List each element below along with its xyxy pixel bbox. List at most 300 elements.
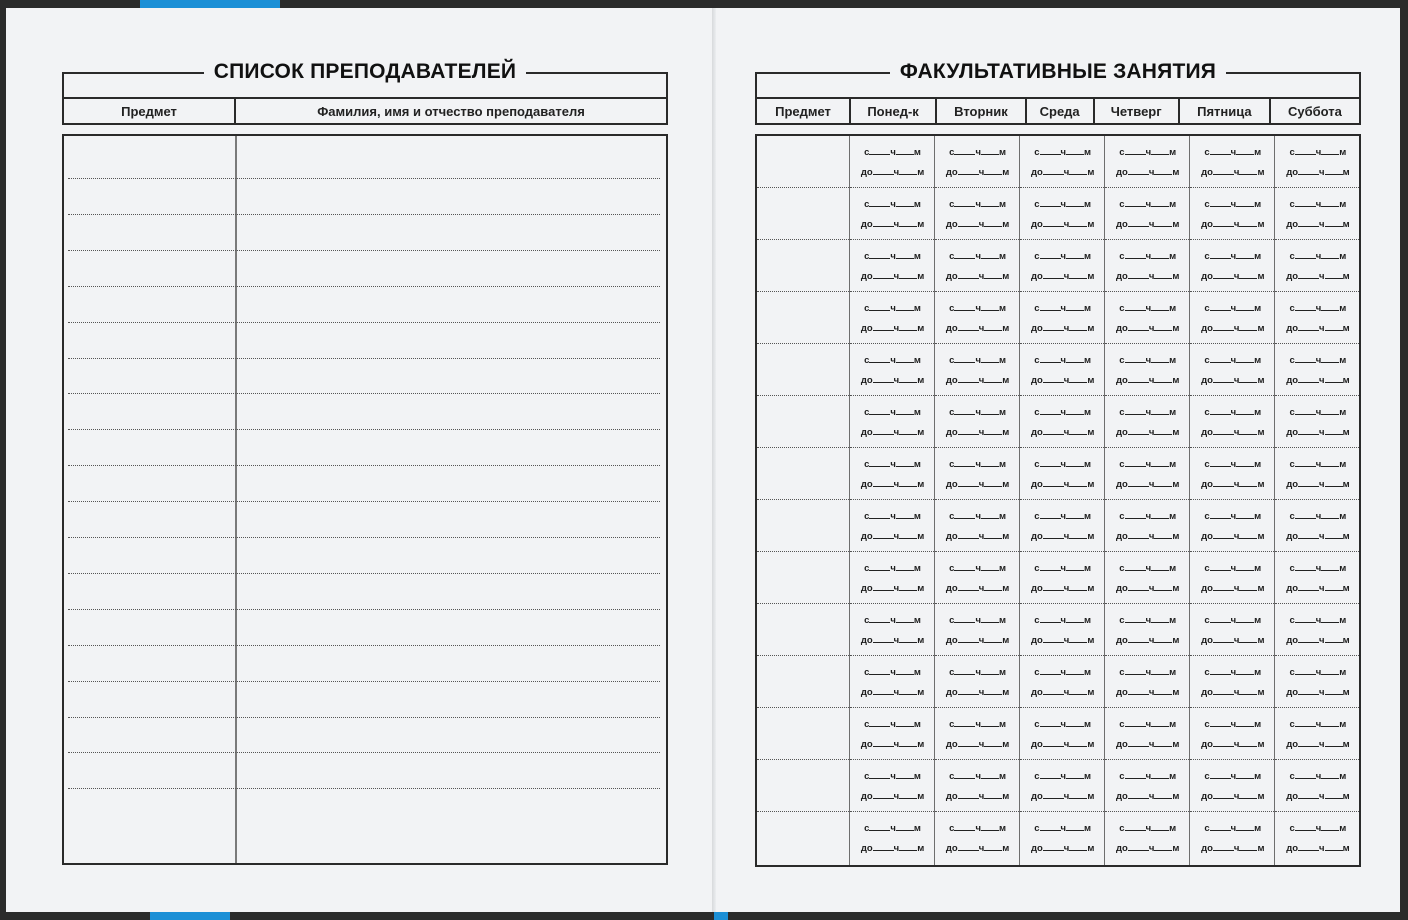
time-slot bbox=[1105, 344, 1189, 384]
time-to-line: до ч м bbox=[1116, 478, 1180, 490]
time-from-line: с ч м bbox=[1289, 147, 1347, 158]
time-slot-cell[interactable] bbox=[1274, 239, 1360, 291]
time-from-line: с ч м bbox=[1204, 510, 1262, 522]
time-slot bbox=[1190, 292, 1274, 332]
writing-line[interactable] bbox=[68, 573, 660, 574]
time-to-line: до ч м bbox=[945, 842, 1010, 854]
time-to-line: до ч м bbox=[1201, 790, 1265, 802]
time-slot-cell[interactable] bbox=[849, 499, 934, 551]
time-slot-cell[interactable] bbox=[934, 759, 1019, 811]
time-slot bbox=[935, 812, 1019, 852]
time-to-line: до ч м bbox=[1201, 426, 1265, 438]
time-slot-cell[interactable] bbox=[1104, 655, 1189, 707]
time-to-line: до ч м bbox=[1116, 530, 1180, 542]
time-slot-cell[interactable] bbox=[849, 135, 934, 187]
time-to-line: до ч м bbox=[1116, 582, 1180, 594]
time-from-line: с ч м bbox=[1034, 250, 1092, 262]
time-slot-cell[interactable] bbox=[1189, 135, 1274, 187]
elective-subject-cell[interactable] bbox=[756, 811, 849, 866]
time-to-line: до ч м bbox=[1116, 374, 1180, 386]
teachers-list-title: СПИСОК ПРЕПОДАВАТЕЛЕЙ bbox=[204, 60, 526, 83]
time-from-line: с ч м bbox=[1034, 147, 1092, 158]
time-from-line: с ч м bbox=[1034, 458, 1092, 470]
time-to-line: до ч м bbox=[1201, 842, 1265, 854]
time-from-line: с ч м bbox=[1119, 198, 1177, 210]
time-to-line: до ч м bbox=[1030, 322, 1095, 334]
writing-line[interactable] bbox=[68, 358, 660, 359]
writing-line[interactable] bbox=[68, 717, 660, 718]
time-from-line: с ч м bbox=[1289, 666, 1347, 678]
time-slot-cell[interactable] bbox=[849, 343, 934, 395]
time-slot-cell[interactable] bbox=[1019, 187, 1104, 239]
time-slot bbox=[850, 656, 934, 696]
elective-subject-cell[interactable] bbox=[756, 707, 849, 759]
time-to-line: до ч м bbox=[1030, 686, 1095, 698]
time-slot-cell[interactable] bbox=[1104, 551, 1189, 603]
time-slot bbox=[850, 188, 934, 228]
writing-line[interactable] bbox=[68, 501, 660, 502]
teachers-header bbox=[62, 97, 668, 125]
time-slot-cell[interactable] bbox=[1274, 447, 1360, 499]
time-from-line: с ч м bbox=[1119, 302, 1177, 314]
column-subject: Предмет bbox=[756, 98, 850, 124]
time-slot-cell[interactable] bbox=[1274, 291, 1360, 343]
time-slot bbox=[850, 396, 934, 436]
writing-line[interactable] bbox=[68, 752, 660, 753]
time-to-line: до ч м bbox=[860, 790, 925, 802]
elective-row bbox=[756, 551, 1360, 603]
time-slot-cell[interactable] bbox=[849, 291, 934, 343]
time-to-line: до ч м bbox=[1030, 842, 1095, 854]
elective-subject-cell[interactable] bbox=[756, 447, 849, 499]
time-from-line: с ч м bbox=[1034, 510, 1092, 522]
elective-subject-cell[interactable] bbox=[756, 551, 849, 603]
elective-row bbox=[756, 811, 1360, 866]
elective-subject-cell[interactable] bbox=[756, 135, 849, 187]
time-from-line: с ч м bbox=[864, 666, 921, 678]
time-to-line: до ч м bbox=[1030, 790, 1095, 802]
time-slot bbox=[1190, 708, 1274, 748]
time-slot-cell[interactable] bbox=[1019, 395, 1104, 447]
time-from-line: с ч м bbox=[1204, 302, 1262, 314]
time-slot-cell[interactable] bbox=[934, 603, 1019, 655]
cover-accent-bottom bbox=[150, 912, 230, 920]
time-slot-cell[interactable] bbox=[849, 603, 934, 655]
time-to-line: до ч м bbox=[860, 322, 925, 334]
time-slot-cell[interactable] bbox=[849, 395, 934, 447]
time-slot bbox=[1020, 188, 1104, 228]
time-slot bbox=[1020, 344, 1104, 384]
time-from-line: с ч м bbox=[1204, 666, 1262, 678]
time-slot bbox=[850, 552, 934, 592]
time-slot-cell[interactable] bbox=[1189, 551, 1274, 603]
time-to-line: до ч м bbox=[1116, 790, 1180, 802]
time-to-line: до ч м bbox=[1116, 634, 1180, 646]
time-from-line: с ч м bbox=[1204, 770, 1262, 782]
time-slot-cell[interactable] bbox=[1189, 447, 1274, 499]
time-to-line: до ч м bbox=[1030, 738, 1095, 750]
time-slot-cell[interactable] bbox=[1104, 239, 1189, 291]
time-slot-cell[interactable] bbox=[1189, 343, 1274, 395]
time-to-line: до ч м bbox=[1116, 270, 1180, 282]
time-slot-cell[interactable] bbox=[1019, 603, 1104, 655]
time-from-line: с ч м bbox=[1034, 718, 1092, 730]
time-slot-cell[interactable] bbox=[849, 759, 934, 811]
time-slot bbox=[850, 292, 934, 332]
time-to-line: до ч м bbox=[1201, 218, 1265, 230]
time-slot-cell[interactable] bbox=[934, 551, 1019, 603]
writing-line[interactable] bbox=[68, 250, 660, 251]
time-to-line: до ч м bbox=[945, 738, 1010, 750]
time-slot-cell[interactable] bbox=[849, 447, 934, 499]
writing-line[interactable] bbox=[68, 393, 660, 394]
time-slot bbox=[1190, 552, 1274, 592]
time-from-line: с ч м bbox=[1204, 718, 1262, 730]
time-slot-cell[interactable] bbox=[1019, 447, 1104, 499]
elective-subject-cell[interactable] bbox=[756, 187, 849, 239]
column-thursday: Четверг bbox=[1094, 98, 1179, 124]
time-slot-cell[interactable] bbox=[934, 135, 1019, 187]
time-slot bbox=[850, 448, 934, 488]
time-slot-cell[interactable] bbox=[1274, 603, 1360, 655]
time-slot bbox=[935, 240, 1019, 280]
time-to-line: до ч м bbox=[1286, 582, 1350, 594]
time-slot bbox=[850, 500, 934, 540]
time-to-line: до ч м bbox=[1201, 270, 1265, 282]
time-to-line: до ч м bbox=[860, 478, 925, 490]
writing-line[interactable] bbox=[68, 286, 660, 287]
time-slot bbox=[1105, 604, 1189, 644]
time-slot-cell[interactable] bbox=[1274, 811, 1360, 866]
time-slot-cell[interactable] bbox=[1019, 811, 1104, 866]
writing-line[interactable] bbox=[68, 788, 660, 789]
time-slot bbox=[1190, 188, 1274, 228]
writing-line[interactable] bbox=[68, 214, 660, 215]
time-from-line: с ч м bbox=[1119, 406, 1177, 418]
time-to-line: до ч м bbox=[1201, 478, 1265, 490]
elective-row bbox=[756, 395, 1360, 447]
writing-line[interactable] bbox=[68, 322, 660, 323]
time-slot bbox=[1105, 292, 1189, 332]
writing-line[interactable] bbox=[68, 645, 660, 646]
time-slot-cell[interactable] bbox=[1189, 239, 1274, 291]
time-from-line: с ч м bbox=[864, 718, 921, 730]
time-slot bbox=[935, 708, 1019, 748]
time-to-line: до ч м bbox=[1030, 374, 1095, 386]
time-slot bbox=[1190, 604, 1274, 644]
time-slot-cell[interactable] bbox=[934, 395, 1019, 447]
time-slot bbox=[1105, 448, 1189, 488]
elective-row bbox=[756, 343, 1360, 395]
time-slot-cell[interactable] bbox=[1104, 187, 1189, 239]
elective-row bbox=[756, 239, 1360, 291]
writing-line[interactable] bbox=[68, 537, 660, 538]
time-from-line: с ч м bbox=[1119, 510, 1177, 522]
time-to-line: до ч м bbox=[1286, 167, 1350, 178]
time-slot bbox=[1275, 656, 1359, 696]
time-slot bbox=[1275, 448, 1359, 488]
time-slot-cell[interactable] bbox=[1019, 239, 1104, 291]
time-slot-cell[interactable] bbox=[1274, 655, 1360, 707]
time-slot-cell[interactable] bbox=[849, 187, 934, 239]
time-slot bbox=[1020, 240, 1104, 280]
writing-line[interactable] bbox=[68, 465, 660, 466]
time-slot bbox=[1020, 552, 1104, 592]
time-from-line: с ч м bbox=[1119, 147, 1177, 158]
time-from-line: с ч м bbox=[1289, 354, 1347, 366]
time-from-line: с ч м bbox=[949, 198, 1007, 210]
time-slot bbox=[1275, 344, 1359, 384]
time-from-line: с ч м bbox=[1119, 718, 1177, 730]
time-slot-cell[interactable] bbox=[934, 343, 1019, 395]
time-slot bbox=[1275, 708, 1359, 748]
time-slot-cell[interactable] bbox=[1189, 811, 1274, 866]
time-to-line: до ч м bbox=[860, 634, 925, 646]
time-slot-cell[interactable] bbox=[849, 239, 934, 291]
time-slot-cell[interactable] bbox=[1274, 759, 1360, 811]
time-slot bbox=[1020, 448, 1104, 488]
time-slot-cell[interactable] bbox=[1274, 343, 1360, 395]
time-slot-cell[interactable] bbox=[934, 291, 1019, 343]
time-from-line: с ч м bbox=[1119, 458, 1177, 470]
time-slot-cell[interactable] bbox=[1019, 551, 1104, 603]
time-slot-cell[interactable] bbox=[1189, 603, 1274, 655]
time-slot-cell[interactable] bbox=[934, 811, 1019, 866]
time-slot bbox=[935, 500, 1019, 540]
time-slot-cell[interactable] bbox=[1019, 343, 1104, 395]
time-slot-cell[interactable] bbox=[1104, 499, 1189, 551]
time-slot bbox=[1105, 812, 1189, 852]
time-slot-cell[interactable] bbox=[849, 551, 934, 603]
time-to-line: до ч м bbox=[1030, 426, 1095, 438]
time-to-line: до ч м bbox=[1286, 270, 1350, 282]
time-slot-cell[interactable] bbox=[1274, 187, 1360, 239]
time-to-line: до ч м bbox=[945, 218, 1010, 230]
writing-line[interactable] bbox=[68, 609, 660, 610]
time-from-line: с ч м bbox=[1289, 198, 1347, 210]
elective-row bbox=[756, 603, 1360, 655]
time-from-line: с ч м bbox=[1204, 198, 1262, 210]
time-to-line: до ч м bbox=[945, 270, 1010, 282]
time-slot-cell[interactable] bbox=[934, 187, 1019, 239]
time-slot bbox=[935, 448, 1019, 488]
elective-subject-cell[interactable] bbox=[756, 759, 849, 811]
time-from-line: с ч м bbox=[1034, 770, 1092, 782]
time-slot-cell[interactable] bbox=[1189, 707, 1274, 759]
time-from-line: с ч м bbox=[949, 250, 1007, 262]
time-slot-cell[interactable] bbox=[1189, 187, 1274, 239]
time-slot-cell[interactable] bbox=[934, 707, 1019, 759]
time-slot bbox=[935, 136, 1019, 176]
time-to-line: до ч м bbox=[945, 530, 1010, 542]
elective-row bbox=[756, 135, 1360, 187]
time-slot bbox=[1105, 188, 1189, 228]
time-slot-cell[interactable] bbox=[1019, 135, 1104, 187]
time-slot bbox=[1190, 396, 1274, 436]
time-to-line: до ч м bbox=[945, 374, 1010, 386]
time-to-line: до ч м bbox=[1030, 634, 1095, 646]
time-from-line: с ч м bbox=[1204, 614, 1262, 626]
time-from-line: с ч м bbox=[1289, 250, 1347, 262]
time-from-line: с ч м bbox=[864, 510, 921, 522]
time-from-line: с ч м bbox=[864, 302, 921, 314]
column-subject: Предмет bbox=[63, 98, 235, 124]
time-from-line: с ч м bbox=[1289, 406, 1347, 418]
time-slot-cell[interactable] bbox=[1104, 395, 1189, 447]
time-to-line: до ч м bbox=[1201, 582, 1265, 594]
time-from-line: с ч м bbox=[1204, 562, 1262, 574]
time-slot-cell[interactable] bbox=[1274, 135, 1360, 187]
time-slot-cell[interactable] bbox=[1104, 603, 1189, 655]
time-to-line: до ч м bbox=[1030, 167, 1095, 178]
time-slot bbox=[935, 292, 1019, 332]
time-to-line: до ч м bbox=[1116, 167, 1180, 178]
elective-subject-cell[interactable] bbox=[756, 655, 849, 707]
time-slot-cell[interactable] bbox=[1019, 655, 1104, 707]
time-from-line: с ч м bbox=[949, 302, 1007, 314]
time-from-line: с ч м bbox=[949, 406, 1007, 418]
time-slot-cell[interactable] bbox=[1104, 447, 1189, 499]
time-slot-cell[interactable] bbox=[1019, 759, 1104, 811]
column-divider bbox=[235, 136, 237, 863]
time-from-line: с ч м bbox=[1034, 562, 1092, 574]
elective-subject-cell[interactable] bbox=[756, 395, 849, 447]
time-slot-cell[interactable] bbox=[1189, 291, 1274, 343]
time-to-line: до ч м bbox=[1286, 322, 1350, 334]
electives-title-frame bbox=[755, 60, 1361, 98]
electives-title: ФАКУЛЬТАТИВНЫЕ ЗАНЯТИЯ bbox=[890, 60, 1226, 83]
time-slot-cell[interactable] bbox=[1104, 811, 1189, 866]
writing-line[interactable] bbox=[68, 429, 660, 430]
time-slot bbox=[1105, 656, 1189, 696]
time-to-line: до ч м bbox=[1286, 790, 1350, 802]
time-from-line: с ч м bbox=[1034, 198, 1092, 210]
time-slot-cell[interactable] bbox=[849, 707, 934, 759]
time-slot bbox=[850, 604, 934, 644]
time-to-line: до ч м bbox=[860, 530, 925, 542]
time-to-line: до ч м bbox=[860, 167, 925, 178]
time-slot-cell[interactable] bbox=[1274, 551, 1360, 603]
time-slot bbox=[1275, 240, 1359, 280]
time-slot-cell[interactable] bbox=[1274, 499, 1360, 551]
time-slot bbox=[1190, 344, 1274, 384]
time-slot-cell[interactable] bbox=[934, 239, 1019, 291]
time-slot-cell[interactable] bbox=[1019, 291, 1104, 343]
time-to-line: до ч м bbox=[945, 426, 1010, 438]
time-to-line: до ч м bbox=[1286, 738, 1350, 750]
elective-row bbox=[756, 187, 1360, 239]
time-to-line: до ч м bbox=[860, 426, 925, 438]
time-slot-cell[interactable] bbox=[1104, 343, 1189, 395]
time-slot-cell[interactable] bbox=[1104, 135, 1189, 187]
elective-subject-cell[interactable] bbox=[756, 291, 849, 343]
time-slot bbox=[1275, 188, 1359, 228]
time-slot bbox=[1020, 656, 1104, 696]
time-slot-cell[interactable] bbox=[934, 447, 1019, 499]
elective-subject-cell[interactable] bbox=[756, 343, 849, 395]
writing-line[interactable] bbox=[68, 681, 660, 682]
time-from-line: с ч м bbox=[864, 147, 921, 158]
time-slot bbox=[1275, 812, 1359, 852]
time-slot bbox=[1105, 760, 1189, 800]
time-slot-cell[interactable] bbox=[934, 655, 1019, 707]
time-slot bbox=[1020, 708, 1104, 748]
time-to-line: до ч м bbox=[945, 478, 1010, 490]
time-to-line: до ч м bbox=[860, 738, 925, 750]
time-slot-cell[interactable] bbox=[1274, 707, 1360, 759]
time-slot bbox=[1275, 396, 1359, 436]
time-slot bbox=[1275, 136, 1359, 176]
time-slot bbox=[850, 136, 934, 176]
time-slot-cell[interactable] bbox=[1274, 395, 1360, 447]
time-slot bbox=[1275, 604, 1359, 644]
time-to-line: до ч м bbox=[945, 790, 1010, 802]
time-slot-cell[interactable] bbox=[849, 655, 934, 707]
time-from-line: с ч м bbox=[1204, 822, 1262, 834]
elective-row bbox=[756, 707, 1360, 759]
time-slot bbox=[935, 604, 1019, 644]
time-from-line: с ч м bbox=[864, 250, 921, 262]
time-from-line: с ч м bbox=[864, 770, 921, 782]
time-slot-cell[interactable] bbox=[1019, 707, 1104, 759]
elective-subject-cell[interactable] bbox=[756, 499, 849, 551]
time-to-line: до ч м bbox=[1201, 634, 1265, 646]
time-to-line: до ч м bbox=[945, 167, 1010, 178]
time-to-line: до ч м bbox=[1286, 842, 1350, 854]
time-slot-cell[interactable] bbox=[1189, 759, 1274, 811]
time-from-line: с ч м bbox=[1034, 666, 1092, 678]
time-slot bbox=[1020, 500, 1104, 540]
elective-subject-cell[interactable] bbox=[756, 239, 849, 291]
time-slot bbox=[1190, 500, 1274, 540]
writing-line[interactable] bbox=[68, 178, 660, 179]
time-slot bbox=[1105, 552, 1189, 592]
time-from-line: с ч м bbox=[864, 198, 921, 210]
time-from-line: с ч м bbox=[1034, 614, 1092, 626]
time-slot bbox=[1020, 604, 1104, 644]
time-slot-cell[interactable] bbox=[1019, 499, 1104, 551]
elective-row bbox=[756, 759, 1360, 811]
time-to-line: до ч м bbox=[860, 218, 925, 230]
time-slot bbox=[1190, 656, 1274, 696]
time-from-line: с ч м bbox=[1204, 147, 1262, 158]
time-slot-cell[interactable] bbox=[934, 499, 1019, 551]
time-from-line: с ч м bbox=[1119, 666, 1177, 678]
time-slot bbox=[1190, 760, 1274, 800]
time-to-line: до ч м bbox=[1201, 686, 1265, 698]
time-to-line: до ч м bbox=[860, 842, 925, 854]
elective-row bbox=[756, 291, 1360, 343]
time-from-line: с ч м bbox=[1204, 458, 1262, 470]
time-to-line: до ч м bbox=[945, 582, 1010, 594]
time-from-line: с ч м bbox=[949, 458, 1007, 470]
time-slot-cell[interactable] bbox=[1189, 499, 1274, 551]
time-slot-cell[interactable] bbox=[1104, 707, 1189, 759]
elective-row bbox=[756, 499, 1360, 551]
time-slot bbox=[850, 240, 934, 280]
elective-subject-cell[interactable] bbox=[756, 603, 849, 655]
time-slot-cell[interactable] bbox=[1189, 395, 1274, 447]
time-slot bbox=[1275, 552, 1359, 592]
time-from-line: с ч м bbox=[864, 406, 921, 418]
time-to-line: до ч м bbox=[1286, 218, 1350, 230]
time-slot-cell[interactable] bbox=[1104, 291, 1189, 343]
time-slot-cell[interactable] bbox=[849, 811, 934, 866]
time-slot bbox=[1105, 136, 1189, 176]
electives-header bbox=[755, 97, 1361, 125]
time-slot-cell[interactable] bbox=[1189, 655, 1274, 707]
time-slot-cell[interactable] bbox=[1104, 759, 1189, 811]
